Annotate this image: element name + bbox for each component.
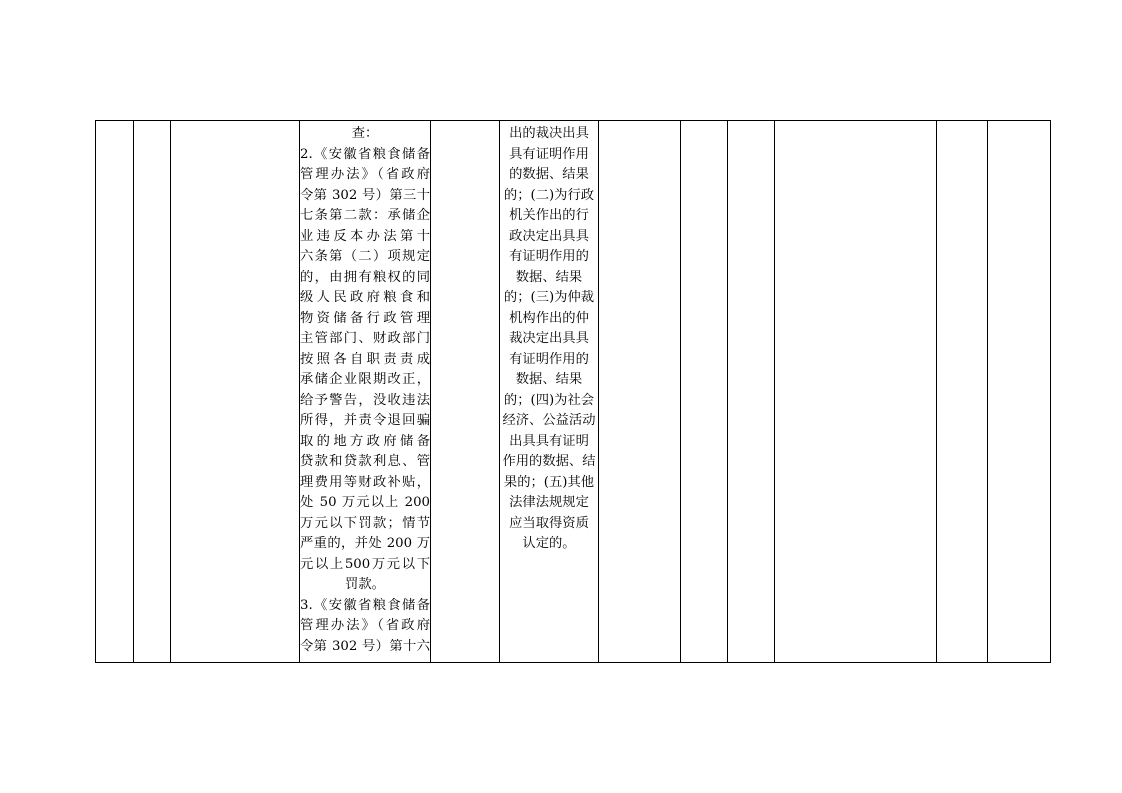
cell-empty-11 xyxy=(937,121,988,663)
legal-basis-line: 给予警告，没收违法 xyxy=(300,392,430,408)
scope-line: 机关作出的行 xyxy=(509,208,589,223)
scope-line: 出具具有证明 xyxy=(509,433,589,449)
scope-line: 作用的数据、结 xyxy=(502,454,596,469)
scope-line: 的；(四)为社会 xyxy=(503,392,595,408)
cell-legal-basis xyxy=(300,121,431,663)
legal-basis-line: 七条第二款：承储企 xyxy=(300,208,430,223)
legal-basis-line: 取的地方政府储备 xyxy=(300,433,430,449)
legal-basis-line: 的，由拥有粮权的同 xyxy=(300,269,430,285)
scope-line: 有证明作用的 xyxy=(509,351,589,367)
legal-basis-line: 万元以下罚款；情节 xyxy=(300,515,430,531)
scope-line: 的；(三)为仲裁 xyxy=(503,290,595,305)
legal-basis-line: 按照各自职责责成 xyxy=(300,351,430,367)
legal-basis-line: 所得，并责令退回骗 xyxy=(300,413,430,428)
cell-empty-9 xyxy=(728,121,775,663)
legal-basis-line: 六条第（二）项规定 xyxy=(300,249,430,264)
scope-line: 数据、结果 xyxy=(515,269,583,285)
cell-empty-10 xyxy=(775,121,937,663)
legal-basis-line: 主管部门、财政部门 xyxy=(300,331,430,346)
scope-line: 的；(二)为行政 xyxy=(503,187,595,203)
legal-basis-line: 物资储备行政管理 xyxy=(300,310,430,326)
scope-line: 有证明作用的 xyxy=(509,249,589,264)
cell-empty-7 xyxy=(599,121,681,663)
legal-basis-line: 承储企业限期改正， xyxy=(300,372,430,387)
cell-empty-5 xyxy=(431,121,500,663)
cell-scope xyxy=(500,121,599,663)
legal-basis-line: 元以上500万元以下 xyxy=(300,556,430,572)
cell-empty-12 xyxy=(988,121,1051,663)
cell-category xyxy=(134,121,171,663)
scope-line: 应当取得资质 xyxy=(509,515,589,531)
legal-basis-line: 管理办法》（省政府 xyxy=(300,167,430,182)
legal-basis-line: 业违反本办法第十 xyxy=(300,228,430,244)
legal-basis-line: 令第 302 号）第十六 xyxy=(300,638,430,654)
scope-line: 法律法规规定 xyxy=(509,495,589,510)
legal-basis-line: 3.《安徽省粮食储备 xyxy=(300,597,430,613)
cell-empty-8 xyxy=(681,121,728,663)
legal-basis-line: 管理办法》（省政府 xyxy=(300,618,430,633)
cell-item-name xyxy=(171,121,300,663)
scope-line: 裁决定出具具 xyxy=(509,331,589,346)
regulation-table xyxy=(95,120,1051,663)
scope-line: 出的裁决出具 xyxy=(509,126,589,141)
legal-basis-text xyxy=(300,121,430,657)
scope-line: 的数据、结果 xyxy=(509,167,589,182)
legal-basis-line: 级人民政府粮食和 xyxy=(300,290,430,305)
legal-basis-line: 2.《安徽省粮食储备 xyxy=(300,146,430,162)
legal-basis-line: 令第 302 号）第三十 xyxy=(300,187,430,203)
legal-basis-line: 贷款和贷款利息、管 xyxy=(300,454,430,469)
scope-line: 经济、公益活动 xyxy=(502,413,596,428)
table-row xyxy=(96,121,1051,663)
scope-line: 数据、结果 xyxy=(515,372,583,387)
scope-line: 具有证明作用 xyxy=(509,146,589,162)
scope-text xyxy=(500,121,598,555)
cell-index xyxy=(96,121,134,663)
scope-line: 果的；(五)其他 xyxy=(503,474,595,490)
scope-line: 认定的。 xyxy=(522,536,576,551)
scope-line: 机构作出的仲 xyxy=(509,310,589,326)
legal-basis-line: 理费用等财政补贴， xyxy=(300,474,430,490)
legal-basis-line: 处 50 万元以上 200 xyxy=(300,495,430,510)
scope-line: 政决定出具具 xyxy=(509,228,589,244)
legal-basis-line: 罚款。 xyxy=(345,577,385,592)
legal-basis-line: 严重的，并处 200 万 xyxy=(300,536,430,551)
legal-basis-line: 查： xyxy=(351,126,379,141)
